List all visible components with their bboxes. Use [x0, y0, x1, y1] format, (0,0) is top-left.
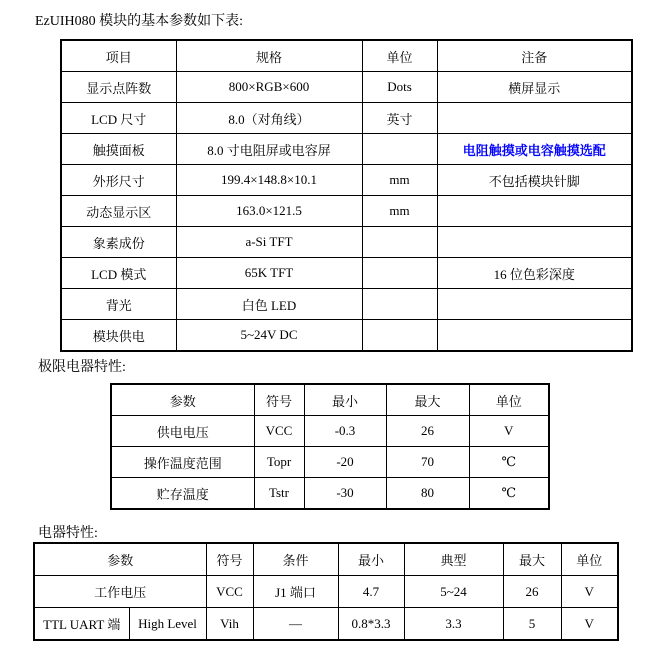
table-cell: VCC [206, 576, 253, 608]
table-cell: 5~24V DC [176, 320, 362, 352]
table-cell: 80 [386, 478, 469, 510]
basic-parameters-table [60, 39, 633, 352]
table-cell: 英寸 [362, 103, 437, 134]
table-row [61, 196, 632, 227]
table-cell: J1 端口 [253, 576, 338, 608]
table-cell: ℃ [469, 478, 549, 510]
table-cell: mm [362, 165, 437, 196]
table-cell: V [469, 416, 549, 447]
table-cell: Vih [206, 608, 253, 641]
electrical-section-label: 电器特性: [38, 526, 98, 541]
header-cell: 典型 [404, 543, 503, 576]
table-cell [362, 258, 437, 289]
page-title: EzUIH080 模块的基本参数如下表: [35, 14, 244, 29]
table-cell: ℃ [469, 447, 549, 478]
table-cell [362, 320, 437, 352]
table-cell: 供电电压 [111, 416, 254, 447]
table-cell: Dots [362, 72, 437, 103]
header-cell: 符号 [254, 384, 304, 416]
table-cell: High Level [129, 608, 206, 641]
table-header-row [61, 40, 632, 72]
table-cell: 3.3 [404, 608, 503, 641]
limit-section-label: 极限电器特性: [38, 360, 126, 375]
table-cell: TTL UART 端 [34, 608, 129, 641]
table-cell: 白色 LED [176, 289, 362, 320]
table-cell [437, 320, 632, 352]
table-cell: 16 位色彩深度 [437, 258, 632, 289]
table-cell: 163.0×121.5 [176, 196, 362, 227]
table-cell: 横屏显示 [437, 72, 632, 103]
header-cell: 最小 [304, 384, 386, 416]
table-cell: 操作温度范围 [111, 447, 254, 478]
table-cell [362, 227, 437, 258]
table-cell: V [561, 576, 618, 608]
table-cell: -0.3 [304, 416, 386, 447]
table-row [61, 289, 632, 320]
table-cell [437, 196, 632, 227]
header-cell: 参数 [111, 384, 254, 416]
table-cell [362, 134, 437, 165]
header-cell: 项目 [61, 40, 176, 72]
table-cell: -30 [304, 478, 386, 510]
table-cell: a-Si TFT [176, 227, 362, 258]
table-row [61, 320, 632, 352]
table-cell [362, 289, 437, 320]
table-cell: mm [362, 196, 437, 227]
table-cell: 70 [386, 447, 469, 478]
header-cell: 单位 [362, 40, 437, 72]
table-cell: V [561, 608, 618, 641]
header-cell: 规格 [176, 40, 362, 72]
table-row [61, 134, 632, 165]
table-cell: 5~24 [404, 576, 503, 608]
table-cell [437, 289, 632, 320]
table-cell [437, 227, 632, 258]
table-cell: 8.0（对角线） [176, 103, 362, 134]
table-cell: 26 [386, 416, 469, 447]
header-cell: 单位 [469, 384, 549, 416]
table-cell: Tstr [254, 478, 304, 510]
header-cell: 最大 [503, 543, 561, 576]
table-row [61, 165, 632, 196]
table-row [34, 608, 618, 641]
table-row [111, 447, 549, 478]
table-cell: 背光 [61, 289, 176, 320]
table-cell: LCD 尺寸 [61, 103, 176, 134]
table-header-row [111, 384, 549, 416]
header-cell: 单位 [561, 543, 618, 576]
table-cell: 不包括模块针脚 [437, 165, 632, 196]
table-cell: 贮存温度 [111, 478, 254, 510]
header-cell: 最小 [338, 543, 404, 576]
header-cell: 符号 [206, 543, 253, 576]
electrical-characteristics-table [33, 542, 619, 641]
header-cell: 注备 [437, 40, 632, 72]
limit-characteristics-table [110, 383, 550, 510]
table-cell: 5 [503, 608, 561, 641]
table-cell [437, 103, 632, 134]
table-cell: 触摸面板 [61, 134, 176, 165]
table-cell: 199.4×148.8×10.1 [176, 165, 362, 196]
table-cell: — [253, 608, 338, 641]
table-row [61, 258, 632, 289]
table-row [61, 227, 632, 258]
table-cell: 模块供电 [61, 320, 176, 352]
table-row [111, 416, 549, 447]
table-cell: 26 [503, 576, 561, 608]
table-cell: 8.0 寸电阻屏或电容屏 [176, 134, 362, 165]
table-cell: 象素成份 [61, 227, 176, 258]
touch-option-note-cell: 电阻触摸或电容触摸选配 [437, 134, 632, 165]
header-cell: 条件 [253, 543, 338, 576]
table-row [34, 576, 618, 608]
table-cell: -20 [304, 447, 386, 478]
table-cell: Topr [254, 447, 304, 478]
table-cell: 外形尺寸 [61, 165, 176, 196]
table-cell: 工作电压 [34, 576, 206, 608]
table-cell: 显示点阵数 [61, 72, 176, 103]
table-cell: 0.8*3.3 [338, 608, 404, 641]
table-cell: 800×RGB×600 [176, 72, 362, 103]
table-cell: LCD 模式 [61, 258, 176, 289]
table-header-row [34, 543, 618, 576]
table-cell: 动态显示区 [61, 196, 176, 227]
table-cell: VCC [254, 416, 304, 447]
table-row [61, 72, 632, 103]
header-cell: 最大 [386, 384, 469, 416]
header-cell: 参数 [34, 543, 206, 576]
table-row [111, 478, 549, 510]
table-row [61, 103, 632, 134]
table-cell: 4.7 [338, 576, 404, 608]
table-cell: 65K TFT [176, 258, 362, 289]
